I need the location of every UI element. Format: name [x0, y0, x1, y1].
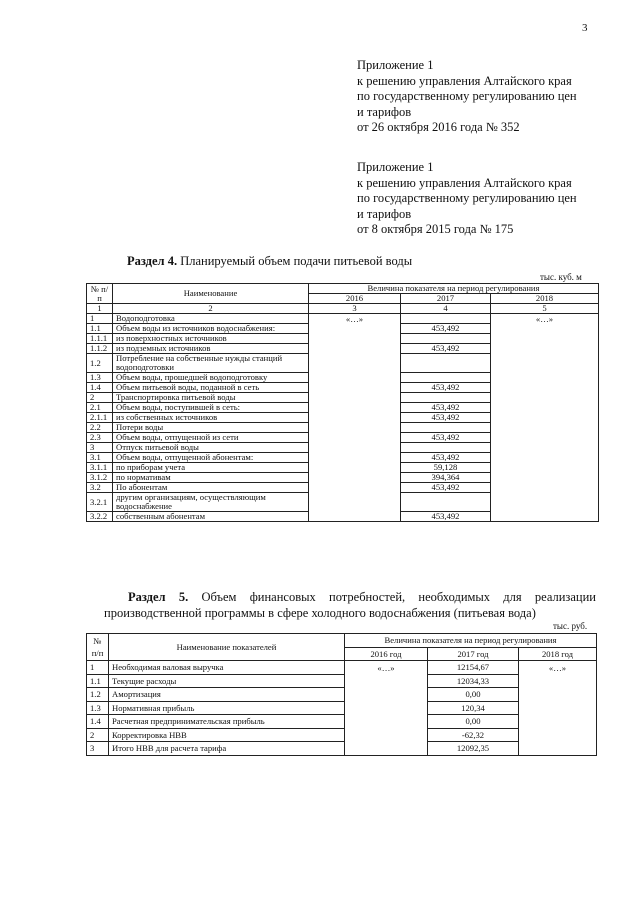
appendix-line: к решению управления Алтайского края: [357, 175, 572, 190]
section4-title: [127, 254, 412, 269]
row-number: 1.1.1: [87, 334, 113, 344]
value-2017: 394,364: [401, 473, 491, 483]
appendix-line: и тарифов: [357, 206, 412, 221]
row-name: Объем питьевой воды, поданной в сеть: [113, 383, 309, 393]
value-2017: 12154,67: [428, 661, 519, 675]
row-number: 1.2: [87, 688, 109, 702]
row-number: 2.1: [87, 403, 113, 413]
header-num: № п/п: [87, 284, 113, 304]
row-name: Водоподготовка: [113, 314, 309, 324]
value-2017: -62,32: [428, 728, 519, 742]
value-2017: 453,492: [401, 344, 491, 354]
row-number: 1.3: [87, 373, 113, 383]
header-year: 2017: [401, 294, 491, 304]
row-name: Объем воды, поступившей в сеть:: [113, 403, 309, 413]
header-period: Величина показателя на период регулирования: [309, 284, 599, 294]
header-col-number: 3: [309, 304, 401, 314]
row-name: Объем воды, прошедшей водоподготовку: [113, 373, 309, 383]
row-name: собственным абонентам: [113, 512, 309, 522]
header-period: Величина показателя на период регулирования: [345, 634, 597, 648]
table-row: [87, 314, 599, 324]
appendix-line: Приложение 1: [357, 160, 434, 174]
value-2017: 59,128: [401, 463, 491, 473]
row-number: 3.2.1: [87, 493, 113, 512]
row-name: из собственных источников: [113, 413, 309, 423]
row-number: 1: [87, 661, 109, 675]
value-2017: [401, 373, 491, 383]
row-name: другим организациям, осуществляющим водоснабжение: [113, 493, 309, 512]
value-2017: [401, 314, 491, 324]
row-name: из поверхностных источников: [113, 334, 309, 344]
row-name: По абонентам: [113, 483, 309, 493]
row-number: 2.2: [87, 423, 113, 433]
row-name: Необходимая валовая выручка: [109, 661, 345, 675]
row-name: из подземных источников: [113, 344, 309, 354]
value-2017: 453,492: [401, 403, 491, 413]
value-2017: [401, 393, 491, 403]
appendix-line: по государственному регулированию цен: [357, 191, 577, 206]
value-2017: [401, 354, 491, 373]
value-2017: 453,492: [401, 433, 491, 443]
row-number: 1.2: [87, 354, 113, 373]
appendix-line: от 8 октября 2015 года № 175: [357, 222, 514, 237]
value-2017: [401, 443, 491, 453]
row-number: 2.3: [87, 433, 113, 443]
row-name: Расчетная предпринимательская прибыль: [109, 715, 345, 729]
section-title-text: Планируемый объем подачи питьевой воды: [177, 254, 413, 268]
header-name: Наименование показателей: [109, 634, 345, 661]
header-year: 2017 год: [428, 647, 519, 661]
value-2017: 453,492: [401, 324, 491, 334]
appendix-line: по государственному регулированию цен: [357, 89, 577, 104]
value-2017: 12034,33: [428, 674, 519, 688]
section5-table: [86, 633, 597, 756]
row-number: 2: [87, 393, 113, 403]
row-number: 1.1: [87, 674, 109, 688]
header-col-number: 4: [401, 304, 491, 314]
section5-unit: тыс. руб.: [553, 621, 588, 631]
row-number: 2.1.1: [87, 413, 113, 423]
appendix-line: от 26 октября 2016 года № 352: [357, 120, 520, 135]
row-number: 3.2: [87, 483, 113, 493]
row-name: Объем воды, отпущенной абонентам:: [113, 453, 309, 463]
row-number: 2: [87, 728, 109, 742]
appendix-current: [357, 58, 577, 136]
section5-title: [104, 590, 596, 621]
table-row: [87, 634, 597, 648]
row-number: 1.1.2: [87, 344, 113, 354]
row-name: Отпуск питьевой воды: [113, 443, 309, 453]
row-name: Амортизация: [109, 688, 345, 702]
row-name: по приборам учета: [113, 463, 309, 473]
row-number: 3.2.2: [87, 512, 113, 522]
header-col-number: 1: [87, 304, 113, 314]
row-name: по нормативам: [113, 473, 309, 483]
row-number: 1: [87, 314, 113, 324]
row-number: 3.1.1: [87, 463, 113, 473]
row-number: 3: [87, 742, 109, 756]
value-2017: 453,492: [401, 512, 491, 522]
row-name: Нормативная прибыль: [109, 701, 345, 715]
value-2017: [401, 334, 491, 344]
row-name: Текущие расходы: [109, 674, 345, 688]
row-name: Объем воды, отпущенной из сети: [113, 433, 309, 443]
appendix-line: к решению управления Алтайского края: [357, 73, 572, 88]
header-year: 2016: [309, 294, 401, 304]
row-name: Потери воды: [113, 423, 309, 433]
value-2017: 453,492: [401, 453, 491, 463]
table-row: [87, 284, 599, 294]
table-row: [87, 304, 599, 314]
value-2018: «…»: [491, 314, 599, 522]
value-2017: 12092,35: [428, 742, 519, 756]
row-number: 1.1: [87, 324, 113, 334]
row-name: Транспортировка питьевой воды: [113, 393, 309, 403]
value-2017: [401, 423, 491, 433]
value-2017: [401, 493, 491, 512]
row-number: 1.4: [87, 383, 113, 393]
row-number: 1.3: [87, 701, 109, 715]
appendix-line: и тарифов: [357, 104, 412, 119]
row-number: 1.4: [87, 715, 109, 729]
row-number: 3: [87, 443, 113, 453]
header-name: Наименование: [113, 284, 309, 304]
appendix-line: Приложение 1: [357, 58, 434, 72]
row-name: Итого НВВ для расчета тарифа: [109, 742, 345, 756]
header-col-number: 2: [113, 304, 309, 314]
header-year: 2018 год: [519, 647, 597, 661]
value-2017: 453,492: [401, 413, 491, 423]
appendix-previous: [357, 160, 577, 238]
value-2018: «…»: [519, 661, 597, 756]
value-2016: «…»: [309, 314, 401, 522]
value-2017: 453,492: [401, 383, 491, 393]
header-num: № п/п: [87, 634, 109, 661]
section-title-text: Объем финансовых потребностей, необходимых для реализации производственной программы в сфере холодного водоснабжения (питьевая вода): [104, 590, 596, 620]
row-number: 3.1: [87, 453, 113, 463]
row-name: Корректировка НВВ: [109, 728, 345, 742]
section-label: Раздел 4.: [127, 254, 178, 268]
value-2017: 453,492: [401, 483, 491, 493]
header-year: 2018: [491, 294, 599, 304]
header-col-number: 5: [491, 304, 599, 314]
section4-unit: тыс. куб. м: [540, 272, 582, 282]
section4-table: [86, 283, 599, 522]
row-name: Потребление на собственные нужды станций водоподготовки: [113, 354, 309, 373]
table-row: [87, 661, 597, 675]
value-2017: 120,34: [428, 701, 519, 715]
value-2017: 0,00: [428, 688, 519, 702]
page-number: 3: [582, 22, 588, 34]
value-2016: «…»: [345, 661, 428, 756]
header-year: 2016 год: [345, 647, 428, 661]
row-name: Объем воды из источников водоснабжения:: [113, 324, 309, 334]
row-number: 3.1.2: [87, 473, 113, 483]
value-2017: 0,00: [428, 715, 519, 729]
section-label: Раздел 5.: [128, 590, 189, 604]
